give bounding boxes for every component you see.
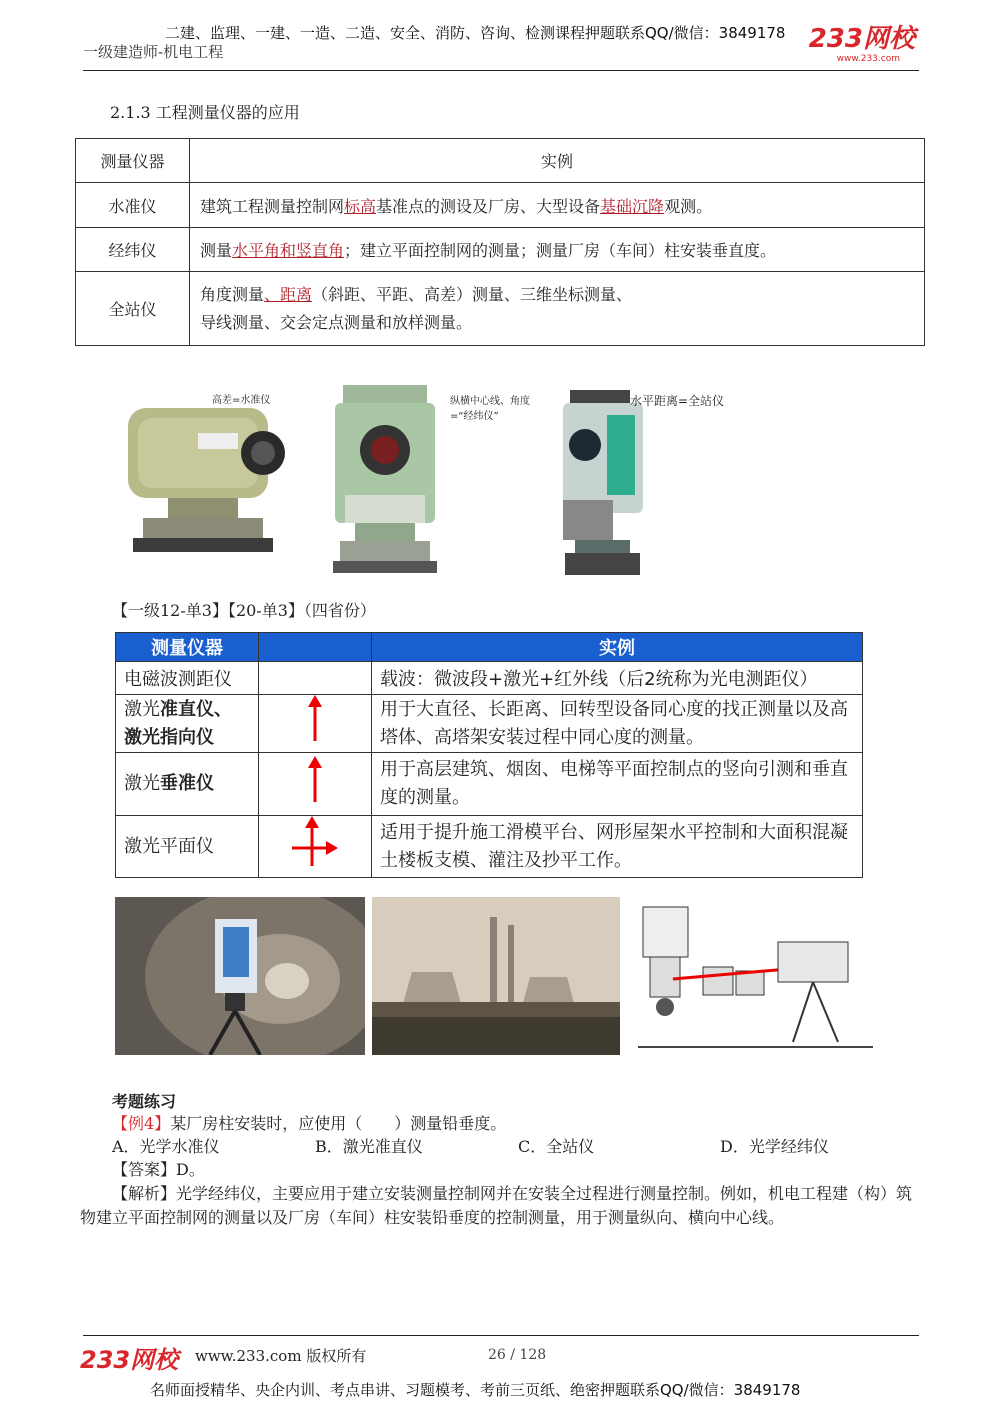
cross-arrow-icon	[259, 816, 372, 878]
table-header-cell: 实例	[190, 139, 925, 183]
table-header-row	[116, 633, 863, 662]
header-divider	[83, 70, 919, 71]
instrument-name: 水准仪	[76, 183, 190, 228]
laser-alignment-diagram	[628, 897, 878, 1057]
table-row	[76, 272, 925, 346]
tunnel-scanner-photo	[115, 897, 365, 1055]
footer-divider	[83, 1335, 919, 1336]
symbol-cell	[259, 662, 372, 695]
table-row	[116, 662, 863, 695]
instrument-name: 激光准直仪、 激光指向仪	[116, 695, 259, 753]
instrument-example: 载波：微波段+激光+红外线（后2统称为光电测距仪）	[372, 662, 863, 695]
example-tag: 【例4】	[112, 1114, 171, 1133]
analysis-text: 【解析】光学经纬仪，主要应用于建立安装测量控制网并在安装全过程进行测量控制。例如，机电工程建（构）筑物建立平面控制网的测量以及厂房（车间）柱安装铅垂度的控制测量，用于测量纵向、横向中心线。	[80, 1184, 913, 1227]
table-header-cell: 测量仪器	[76, 139, 190, 183]
table-row	[116, 695, 863, 753]
table-header-row	[76, 139, 925, 183]
exercise-question: 【例4】某厂房柱安装时，应使用（ ）测量铅垂度。	[112, 1114, 507, 1133]
brand-logo-url: www.233.com	[836, 54, 900, 64]
header-ad-line: 二建、监理、一建、一造、二造、安全、消防、咨询、检测课程押题联系QQ/微信：3849178	[165, 24, 786, 42]
total-station-caption: 水平距离=全站仪	[630, 394, 725, 408]
up-arrow-icon	[259, 753, 372, 816]
instrument-example: 建筑工程测量控制网标高基准点的测设及厂房、大型设备基础沉降观测。	[190, 183, 925, 228]
instrument-name: 全站仪	[76, 272, 190, 346]
level-instrument-image	[118, 388, 298, 563]
page-number: 26 / 128	[488, 1347, 547, 1363]
brand-logo: 233网校	[808, 24, 915, 54]
footer-ad-line: 名师面授精华、央企内训、考点串讲、习题模考、考前三页纸、绝密押题联系QQ/微信：3849178	[150, 1381, 801, 1399]
instrument-example: 角度测量、距离（斜距、平距、高差）测量、三维坐标测量、 导线测量、交会定点测量和放样测量。	[190, 272, 925, 346]
answer-text: 【答案】D。	[112, 1160, 205, 1179]
exercise-title: 考题练习	[112, 1092, 177, 1111]
table-row	[116, 753, 863, 816]
option-d: D．光学经纬仪	[720, 1137, 829, 1156]
total-station-image	[555, 385, 650, 585]
table-row	[76, 183, 925, 228]
instrument-example: 用于大直径、长距离、回转型设备同心度的找正测量以及高塔体、高塔架安装过程中同心度的测量。	[372, 695, 863, 753]
level-caption: 高差=水准仪	[212, 395, 271, 406]
table-header-cell: 实例	[372, 633, 863, 662]
up-arrow-icon	[259, 695, 372, 753]
table-row	[116, 816, 863, 878]
question-reference: 【一级12-单3】【20-单3】（四省份）	[112, 601, 376, 620]
option-b: B．激光准直仪	[315, 1137, 423, 1156]
theodolite-caption: 纵横中心线、角度=“经纬仪”	[450, 396, 530, 422]
instrument-name: 激光垂准仪	[116, 753, 259, 816]
instrument-name: 激光平面仪	[116, 816, 259, 878]
instrument-name: 电磁波测距仪	[116, 662, 259, 695]
option-c: C．全站仪	[518, 1137, 595, 1156]
table-header-blank	[259, 633, 372, 662]
laser-instrument-table	[115, 632, 863, 878]
instrument-name: 经纬仪	[76, 228, 190, 272]
instrument-table	[75, 138, 925, 346]
table-row	[76, 228, 925, 272]
option-a: A．光学水准仪	[112, 1137, 220, 1156]
footer-copyright: www.233.com 版权所有	[195, 1347, 367, 1365]
table-header-cell: 测量仪器	[116, 633, 259, 662]
footer-logo: 233网校	[80, 1346, 179, 1374]
instrument-example: 适用于提升施工滑模平台、网形屋架水平控制和大面积混凝土楼板支模、灌注及抄平工作。	[372, 816, 863, 878]
chimney-photo	[372, 897, 620, 1055]
instrument-example: 测量水平角和竖直角；建立平面控制网的测量；测量厂房（车间）柱安装垂直度。	[190, 228, 925, 272]
section-title: 2.1.3 工程测量仪器的应用	[110, 103, 300, 122]
instrument-example: 用于高层建筑、烟囱、电梯等平面控制点的竖向引测和垂直度的测量。	[372, 753, 863, 816]
theodolite-image	[325, 375, 445, 580]
document-subtitle: 一级建造师-机电工程	[83, 43, 224, 61]
